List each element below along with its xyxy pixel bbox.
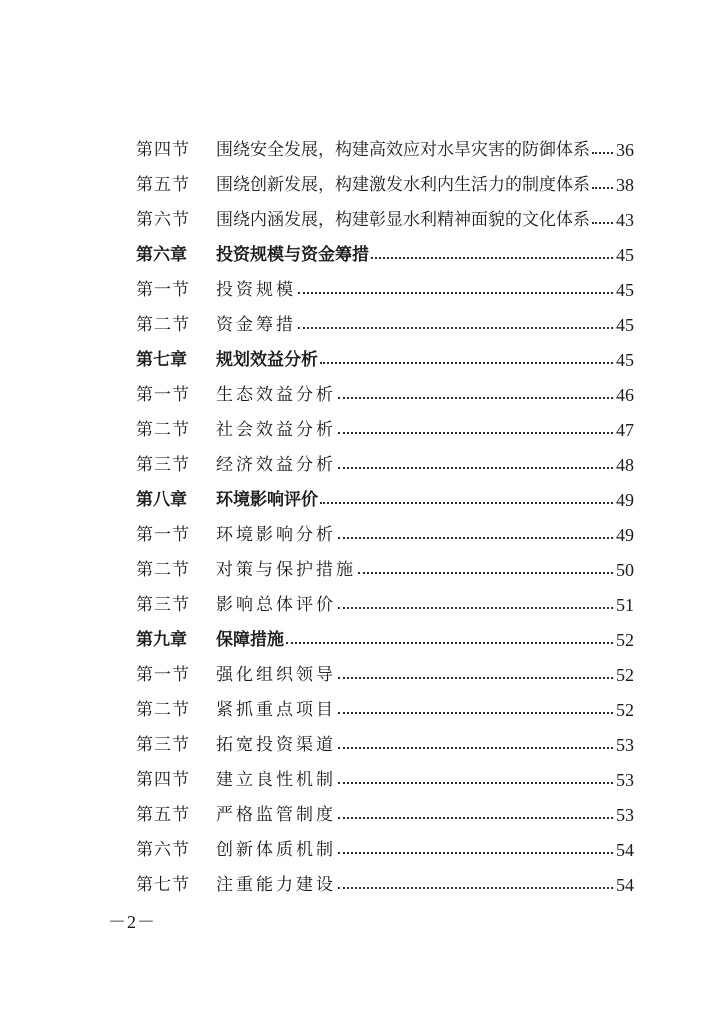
toc-entry bbox=[136, 590, 634, 620]
toc-entry bbox=[136, 415, 634, 445]
toc-chapter-number: 第七章 bbox=[136, 350, 187, 370]
toc-entry-title: 围绕内涵发展，构建彰显水利精神面貌的文化体系 bbox=[216, 210, 590, 230]
toc-entry-title: 生态效益分析 bbox=[216, 385, 336, 405]
toc-entry-title: 创新体质机制 bbox=[216, 840, 336, 860]
toc-entry-title: 注重能力建设 bbox=[216, 875, 336, 895]
dot-leader bbox=[286, 625, 613, 655]
toc-entry bbox=[136, 835, 634, 865]
toc-chapter-title: 保障措施 bbox=[216, 630, 284, 650]
dot-leader bbox=[320, 345, 613, 375]
toc-entry-number: 第一节 bbox=[136, 385, 190, 405]
toc-entry-title: 紧抓重点项目 bbox=[216, 700, 336, 720]
toc-entry-title: 投资规模 bbox=[216, 280, 296, 300]
toc-entry-page: 46 bbox=[616, 385, 634, 405]
toc-entry bbox=[136, 135, 634, 165]
toc-entry bbox=[136, 275, 634, 305]
toc-entry-page: 50 bbox=[616, 560, 634, 580]
toc-entry-number: 第二节 bbox=[136, 315, 190, 335]
toc-entry-title: 资金筹措 bbox=[216, 315, 296, 335]
toc-entry-page: 45 bbox=[616, 280, 634, 300]
toc-chapter-number: 第六章 bbox=[136, 245, 187, 265]
dot-leader bbox=[298, 310, 613, 340]
toc-entry-number: 第一节 bbox=[136, 665, 190, 685]
toc-entry-number: 第三节 bbox=[136, 735, 190, 755]
toc-entry-page: 52 bbox=[616, 700, 634, 720]
toc-entry-title: 强化组织领导 bbox=[216, 665, 336, 685]
toc-entry-title: 社会效益分析 bbox=[216, 420, 336, 440]
toc-chapter-number: 第八章 bbox=[136, 490, 187, 510]
toc-entry bbox=[136, 695, 634, 725]
dot-leader bbox=[338, 765, 613, 795]
toc-entry-title: 影响总体评价 bbox=[216, 595, 336, 615]
toc-entry-title: 对策与保护措施 bbox=[216, 560, 356, 580]
toc-entry bbox=[136, 555, 634, 585]
toc-entry-page: 49 bbox=[616, 490, 634, 510]
toc-entry-title: 围绕安全发展，构建高效应对水旱灾害的防御体系 bbox=[216, 140, 590, 160]
toc-entry-number: 第一节 bbox=[136, 280, 190, 300]
toc-entry-page: 49 bbox=[616, 525, 634, 545]
dot-leader bbox=[338, 380, 613, 410]
dot-leader bbox=[338, 870, 613, 900]
dot-leader bbox=[338, 450, 613, 480]
toc-entry-page: 52 bbox=[616, 665, 634, 685]
toc-entry-page: 52 bbox=[616, 630, 634, 650]
toc-entry-page: 43 bbox=[616, 210, 634, 230]
toc-entry-number: 第七节 bbox=[136, 875, 190, 895]
dot-leader bbox=[298, 275, 613, 305]
toc-entry-title: 围绕创新发展，构建激发水利内生活力的制度体系 bbox=[216, 175, 590, 195]
dot-leader bbox=[592, 135, 613, 165]
toc-entry bbox=[136, 800, 634, 830]
toc-chapter-entry bbox=[136, 485, 634, 515]
toc-entry-page: 45 bbox=[616, 350, 634, 370]
toc-chapter-entry bbox=[136, 240, 634, 270]
toc-entry-page: 51 bbox=[616, 595, 634, 615]
dot-leader bbox=[338, 800, 613, 830]
toc-entry bbox=[136, 170, 634, 200]
toc-entry bbox=[136, 450, 634, 480]
dot-leader bbox=[592, 170, 613, 200]
toc-entry bbox=[136, 520, 634, 550]
toc-entry bbox=[136, 765, 634, 795]
toc-entry bbox=[136, 380, 634, 410]
toc-entry-page: 36 bbox=[616, 140, 634, 160]
toc-entry-page: 45 bbox=[616, 245, 634, 265]
toc-entry-number: 第四节 bbox=[136, 140, 190, 160]
dot-leader bbox=[338, 695, 613, 725]
toc-entry bbox=[136, 730, 634, 760]
toc-entry-number: 第二节 bbox=[136, 560, 190, 580]
toc-chapter-entry bbox=[136, 625, 634, 655]
dot-leader bbox=[338, 415, 613, 445]
toc-entry-page: 53 bbox=[616, 805, 634, 825]
page-number: －2－ bbox=[108, 912, 156, 932]
dot-leader bbox=[338, 730, 613, 760]
toc-entry-number: 第三节 bbox=[136, 595, 190, 615]
toc-entry bbox=[136, 205, 634, 235]
toc-entry-page: 47 bbox=[616, 420, 634, 440]
toc-entry-title: 经济效益分析 bbox=[216, 455, 336, 475]
toc-chapter-number: 第九章 bbox=[136, 630, 187, 650]
dot-leader bbox=[320, 485, 613, 515]
toc-entry-number: 第二节 bbox=[136, 420, 190, 440]
toc-entry-page: 45 bbox=[616, 315, 634, 335]
toc-chapter-title: 投资规模与资金筹措 bbox=[216, 245, 369, 265]
toc-entry-page: 53 bbox=[616, 770, 634, 790]
dot-leader bbox=[371, 240, 613, 270]
toc-entry-number: 第二节 bbox=[136, 700, 190, 720]
toc-chapter-title: 环境影响评价 bbox=[216, 490, 318, 510]
dot-leader bbox=[338, 835, 613, 865]
toc-entry-page: 48 bbox=[616, 455, 634, 475]
toc-entry-title: 拓宽投资渠道 bbox=[216, 735, 336, 755]
dot-leader bbox=[592, 205, 613, 235]
toc-entry bbox=[136, 660, 634, 690]
toc-chapter-title: 规划效益分析 bbox=[216, 350, 318, 370]
toc-entry-title: 建立良性机制 bbox=[216, 770, 336, 790]
toc-entry-page: 54 bbox=[616, 875, 634, 895]
toc-entry-number: 第五节 bbox=[136, 175, 190, 195]
toc-entry bbox=[136, 310, 634, 340]
dot-leader bbox=[338, 590, 613, 620]
toc-entry bbox=[136, 870, 634, 900]
toc-entry-page: 38 bbox=[616, 175, 634, 195]
toc-entry-page: 54 bbox=[616, 840, 634, 860]
toc-chapter-entry bbox=[136, 345, 634, 375]
dot-leader bbox=[338, 660, 613, 690]
toc-entry-number: 第六节 bbox=[136, 210, 190, 230]
toc-entry-number: 第三节 bbox=[136, 455, 190, 475]
toc-entry-title: 环境影响分析 bbox=[216, 525, 336, 545]
toc-entry-number: 第一节 bbox=[136, 525, 190, 545]
toc-entry-page: 53 bbox=[616, 735, 634, 755]
toc-entry-number: 第四节 bbox=[136, 770, 190, 790]
dot-leader bbox=[358, 555, 613, 585]
dot-leader bbox=[338, 520, 613, 550]
toc-entry-number: 第五节 bbox=[136, 805, 190, 825]
toc-entry-title: 严格监管制度 bbox=[216, 805, 336, 825]
toc-entry-number: 第六节 bbox=[136, 840, 190, 860]
